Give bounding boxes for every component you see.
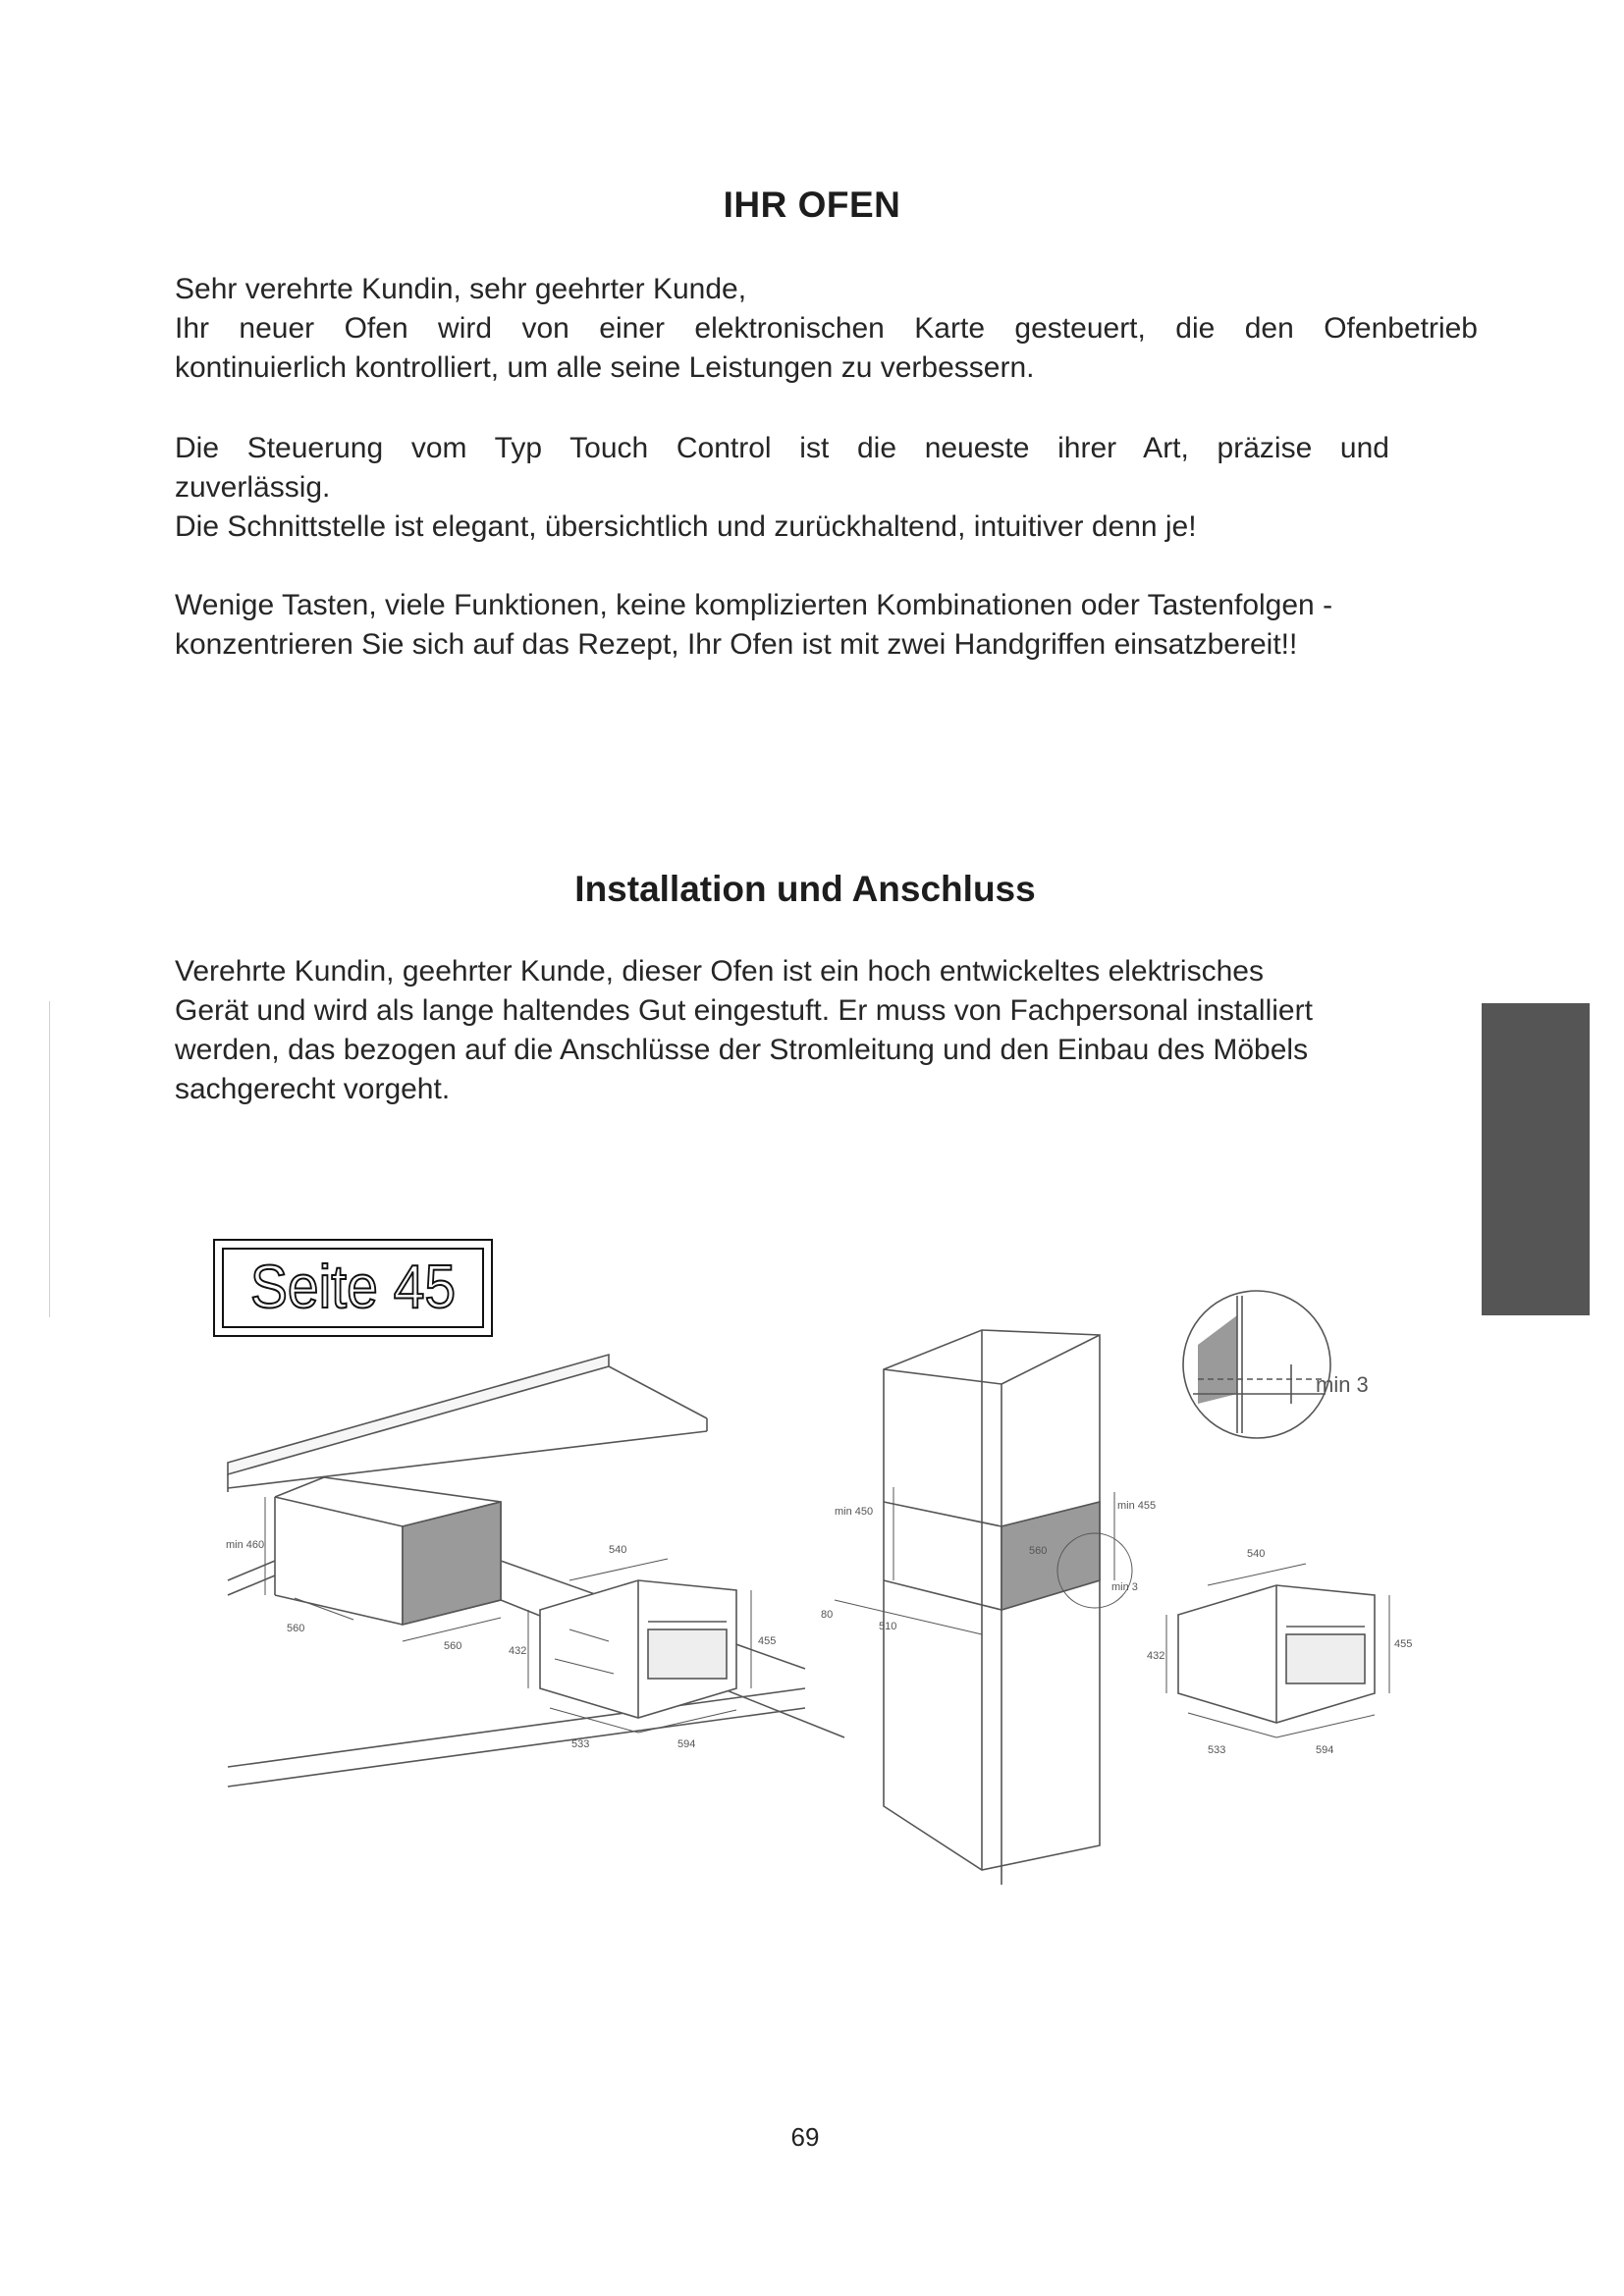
text-line: werden, das bezogen auf die Anschlüsse der Stromleitung und den Einbau des Möbels [175, 1034, 1309, 1066]
section-title-installation: Installation und Anschluss [574, 869, 1036, 909]
dim-label: 560 [287, 1623, 305, 1634]
dim-label: 510 [879, 1621, 897, 1632]
text-line: zuverlässig. [175, 471, 331, 504]
dim-label: 455 [1394, 1638, 1413, 1650]
intro-paragraph-2 [175, 429, 1389, 547]
dim-label: 533 [1208, 1744, 1226, 1756]
dim-label: 533 [571, 1738, 590, 1750]
intro-paragraph-1 [175, 270, 1478, 388]
dim-label: min 460 [226, 1539, 265, 1551]
detail-min-label: min 3 [1316, 1372, 1369, 1397]
installation-diagram [216, 1256, 1414, 1885]
text-line: Wenige Tasten, viele Funktionen, keine komplizierten Kombinationen oder Tastenfolgen - [175, 589, 1333, 621]
text-line: Die Schnittstelle ist elegant, übersichtlich und zurückhaltend, intuitiver denn je! [175, 510, 1197, 543]
dim-label: 432 [1147, 1650, 1165, 1662]
dim-label: 594 [1316, 1744, 1334, 1756]
dim-label: min 455 [1117, 1500, 1157, 1512]
dim-label: min 450 [835, 1506, 874, 1518]
text-line: konzentrieren Sie sich auf das Rezept, Ihr Ofen ist mit zwei Handgriffen einsatzbereit!! [175, 628, 1298, 661]
chapter-tab-marker [1482, 1003, 1590, 1315]
intro-paragraph-3 [175, 586, 1478, 665]
page-reference-stamp [213, 1239, 493, 1337]
text-line: Die Steuerung vom Typ Touch Control ist die neueste ihrer Art, präzise und [175, 432, 1389, 464]
text-line: Ihr neuer Ofen wird von einer elektronischen Karte gesteuert, die den Ofenbetrieb [175, 312, 1478, 345]
dim-label: 560 [1029, 1545, 1048, 1557]
text-line: Verehrte Kundin, geehrter Kunde, dieser Ofen ist ein hoch entwickeltes elektrisches [175, 955, 1264, 988]
greeting-line: Sehr verehrte Kundin, sehr geehrter Kunde, [175, 273, 747, 305]
dim-label: 594 [677, 1738, 696, 1750]
dim-label: 560 [444, 1640, 462, 1652]
stamp-text: Seite 45 [249, 1254, 457, 1321]
text-line: sachgerecht vorgeht. [175, 1073, 451, 1105]
dim-label: 455 [758, 1635, 777, 1647]
dim-label: min 3 [1111, 1581, 1138, 1593]
page-number: 69 [790, 2122, 820, 2152]
page-edge-line [49, 1001, 50, 1317]
text-line: kontinuierlich kontrolliert, um alle seine Leistungen zu verbessern. [175, 351, 1035, 384]
text-line: Gerät und wird als lange haltendes Gut eingestuft. Er muss von Fachpersonal installiert [175, 994, 1313, 1027]
dim-label: 432 [509, 1645, 527, 1657]
dim-label: 540 [1247, 1548, 1266, 1560]
installation-paragraph [175, 952, 1478, 1109]
dim-label: 80 [821, 1609, 834, 1621]
dim-label: 540 [609, 1544, 627, 1556]
section-title-ihr-ofen: IHR OFEN [723, 185, 901, 225]
